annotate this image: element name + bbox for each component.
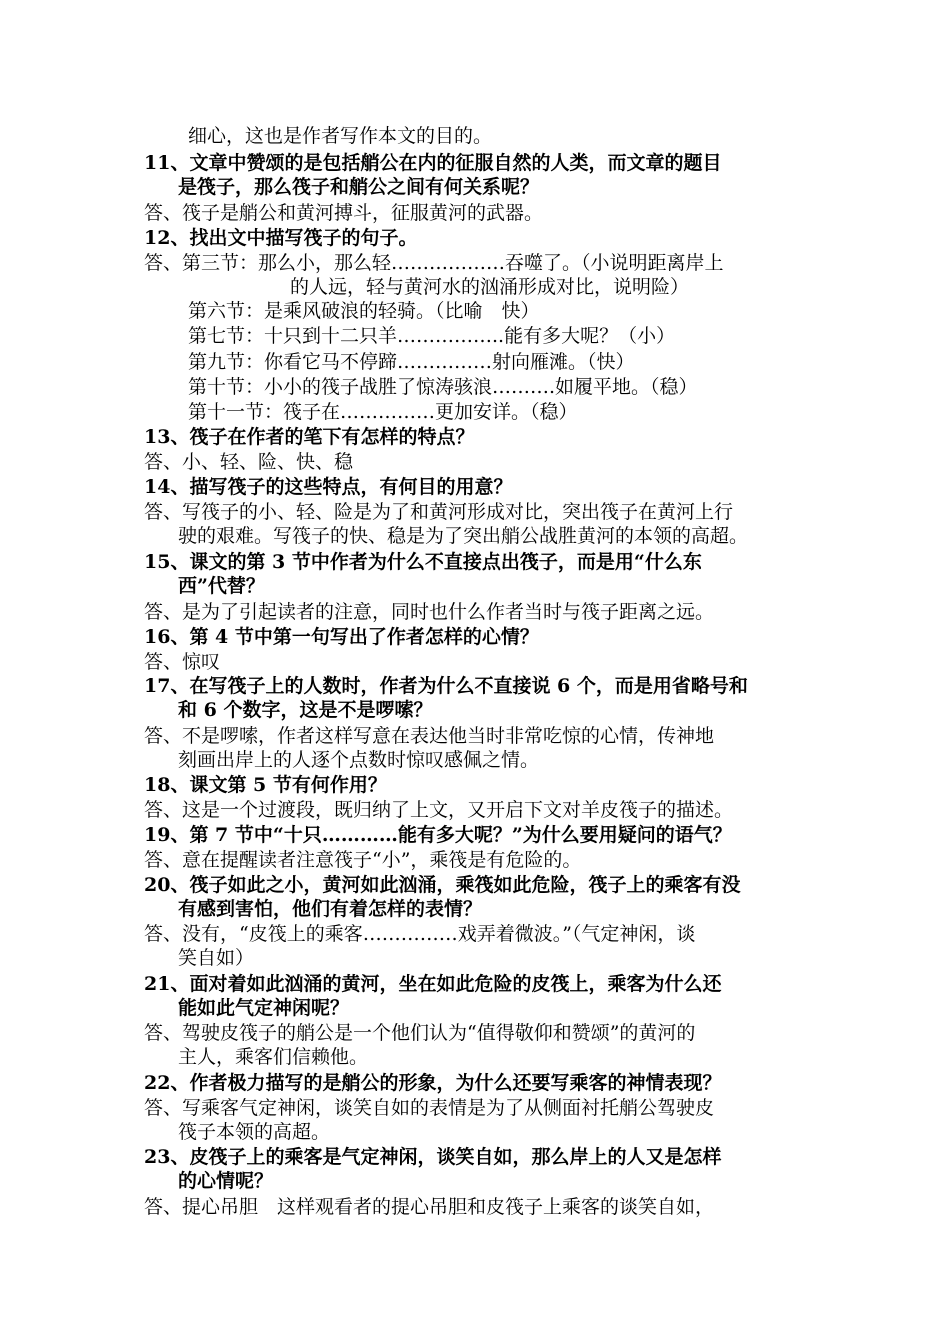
question-line	[144, 475, 512, 499]
question-text: 16、第 4 节中第一句写出了作者怎样的心情？	[144, 626, 539, 648]
question-text: 的心情呢？	[178, 1170, 274, 1192]
answer-line: 答、写筏子的小、轻、险是为了和黄河形成对比，突出筏子在黄河上行	[144, 501, 734, 523]
question-text: 18、课文第 5 节有何作用？	[144, 774, 387, 796]
answer-line: 答、筏子是艄公和黄河搏斗，征服黄河的武器。	[144, 202, 544, 224]
question-line	[178, 574, 265, 598]
answer-line: 答、提心吊胆 这样观看者的提心吊胆和皮筏子上乘客的谈笑自如，	[144, 1196, 715, 1218]
question-line	[144, 773, 387, 797]
question-text: 23、皮筏子上的乘客是气定神闲，谈笑自如，那么岸上的人又是怎样	[144, 1146, 722, 1168]
question-line	[144, 674, 748, 698]
question-line	[178, 996, 349, 1020]
answer-line: 答、没有，“皮筏上的乘客……………戏弄着微波。”（气定神闲，谈	[144, 923, 696, 945]
question-text: 20、筏子如此之小，黄河如此汹涌，乘筏如此危险，筏子上的乘客有没	[144, 874, 741, 896]
answer-line: 刻画出岸上的人逐个点数时惊叹感佩之情。	[178, 749, 540, 771]
answer-line: 第六节：是乘风破浪的轻骑。（比喻 快）	[188, 300, 540, 322]
question-line	[144, 625, 539, 649]
text-line: 细心，这也是作者写作本文的目的。	[188, 125, 493, 147]
question-text: 有感到害怕，他们有着怎样的表情？	[178, 898, 483, 920]
question-text: 21、面对着如此汹涌的黄河，坐在如此危险的皮筏上，乘客为什么还	[144, 973, 722, 995]
answer-line: 答、第三节：那么小，那么轻………………吞噬了。（小说明距离岸上	[144, 252, 724, 274]
question-text: 14、描写筏子的这些特点，有何目的用意？	[144, 476, 513, 498]
answer-line: 筏子本领的高超。	[178, 1121, 331, 1143]
question-line	[144, 823, 732, 847]
answer-line: 答、小、轻、险、快、稳	[144, 451, 354, 473]
question-text: 13、筏子在作者的笔下有怎样的特点？	[144, 426, 475, 448]
question-text: 西”代替？	[178, 575, 265, 597]
question-line	[144, 550, 702, 574]
question-line	[178, 897, 482, 921]
answer-line: 笑自如）	[178, 947, 255, 969]
answer-line: 答、驾驶皮筏子的艄公是一个他们认为“值得敬仰和赞颂”的黄河的	[144, 1022, 696, 1044]
question-line	[144, 226, 417, 250]
question-text: 15、课文的第 3 节中作者为什么不直接点出筏子，而是用“什么东	[144, 551, 702, 573]
question-text: 和 6 个数字，这是不是啰嗦？	[178, 699, 433, 721]
question-line	[178, 175, 539, 199]
question-line	[144, 1145, 721, 1169]
question-line	[144, 972, 721, 996]
answer-line: 第九节：你看它马不停蹄……………射向雁滩。（快）	[188, 351, 635, 373]
answer-line: 答、惊叹	[144, 651, 221, 673]
question-text: 19、第 7 节中“十只…………能有多大呢？”为什么要用疑问的语气？	[144, 824, 732, 846]
question-text: 17、在写筏子上的人数时，作者为什么不直接说 6 个，而是用省略号和	[144, 675, 748, 697]
answer-line: 主人，乘客们信赖他。	[178, 1046, 369, 1068]
answer-line: 第十一节：筏子在……………更加安详。（稳）	[188, 401, 578, 423]
answer-line: 答、不是啰嗦，作者这样写意在表达他当时非常吃惊的心情，传神地	[144, 725, 715, 747]
answer-line: 第十节：小小的筏子战胜了惊涛骇浪……….如履平地。（稳）	[188, 376, 698, 398]
question-line	[144, 873, 740, 897]
question-text: 11、文章中赞颂的是包括艄公在内的征服自然的人类，而文章的题目	[144, 152, 722, 174]
question-line	[144, 1071, 721, 1095]
answer-line: 答、是为了引起读者的注意，同时也什么作者当时与筏子距离之远。	[144, 601, 715, 623]
answer-line: 第七节：十只到十二只羊……………..能有多大呢？（小）	[188, 325, 676, 347]
question-text: 12、找出文中描写筏子的句子。	[144, 227, 418, 249]
answer-line: 答、意在提醒读者注意筏子“小”，乘筏是有危险的。	[144, 849, 582, 871]
question-line	[178, 1169, 273, 1193]
question-text: 是筏子，那么筏子和艄公之间有何关系呢？	[178, 176, 540, 198]
answer-line: 答、写乘客气定神闲，谈笑自如的表情是为了从侧面衬托艄公驾驶皮	[144, 1097, 715, 1119]
question-text: 能如此气定神闲呢？	[178, 997, 350, 1019]
question-line	[144, 425, 474, 449]
question-text: 22、作者极力描写的是艄公的形象，为什么还要写乘客的神情表现？	[144, 1072, 722, 1094]
answer-line: 答、这是一个过渡段，既归纳了上文，又开启下文对羊皮筏子的描述。	[144, 799, 734, 821]
question-line	[178, 698, 432, 722]
answer-line: 驶的艰难。写筏子的快、稳是为了突出艄公战胜黄河的本领的高超。	[178, 525, 749, 547]
answer-line: 的人远，轻与黄河水的汹涌形成对比，说明险）	[290, 276, 690, 298]
question-line	[144, 151, 721, 175]
